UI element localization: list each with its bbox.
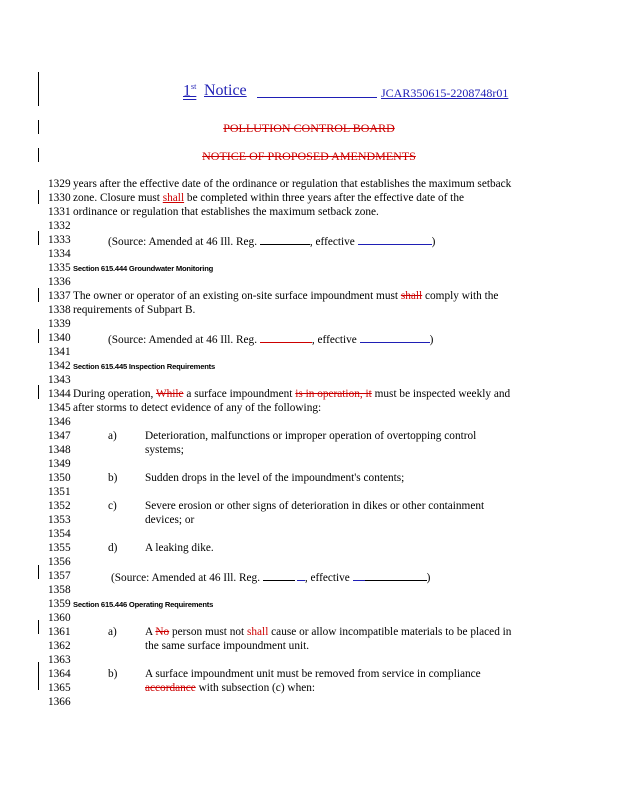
- body-text: ordinance or regulation that establishes the maximum setback zone.: [73, 206, 379, 218]
- body-text: A No person must not shall cause or allow incompatible materials to be placed in: [145, 626, 512, 638]
- body-text: Sudden drops in the level of the impoundment's contents;: [145, 472, 405, 484]
- deleted-text: While: [155, 388, 184, 400]
- source-note: (Source: Amended at 46 Ill. Reg. , effective ): [111, 572, 431, 584]
- line-number: 1335: [48, 262, 71, 274]
- body-text: During operation, While a surface impoundment is in operation, it must be inspected weekly and: [73, 388, 511, 400]
- notice-number: 1st: [183, 82, 197, 100]
- notice-header: [183, 82, 513, 104]
- body-text: Severe erosion or other signs of deterioration in dikes or other containment: [145, 500, 485, 512]
- blank-field: [260, 332, 312, 343]
- body-text: accordance with subsection (c) when:: [145, 682, 316, 694]
- line-number: 1364: [48, 668, 71, 680]
- line-number: 1337: [48, 290, 71, 302]
- line-number: 1362: [48, 640, 71, 652]
- blank-field: [360, 332, 430, 343]
- line-number: 1357: [48, 570, 71, 582]
- body-text: zone. Closure must shall be completed within three years after the effective date of the: [73, 192, 464, 204]
- line-number: 1356: [48, 556, 71, 568]
- change-bar: [38, 565, 39, 579]
- body-text: systems;: [145, 444, 184, 456]
- item-label: a): [108, 626, 117, 638]
- line-number: 1344: [48, 388, 71, 400]
- source-note: (Source: Amended at 46 Ill. Reg. , effective ): [108, 334, 434, 346]
- notice-label: Notice: [204, 82, 247, 99]
- inserted-text: shall: [162, 192, 185, 204]
- body-text: Deterioration, malfunctions or improper operation of overtopping control: [145, 430, 477, 442]
- line-number: 1336: [48, 276, 71, 288]
- line-number: 1333: [48, 234, 71, 246]
- document-id: JCAR350615-2208748r01: [381, 86, 509, 100]
- item-label: d): [108, 542, 118, 554]
- line-number: 1350: [48, 472, 71, 484]
- item-label: b): [108, 668, 118, 680]
- line-number: 1329: [48, 178, 71, 190]
- item-label: a): [108, 430, 117, 442]
- line-number: 1363: [48, 654, 71, 666]
- change-bar: [38, 329, 39, 343]
- section-heading: Section 615.445 Inspection Requirements: [73, 362, 216, 371]
- line-number: 1348: [48, 444, 71, 456]
- body-text: devices; or: [145, 514, 195, 526]
- deleted-text: is in operation, it: [295, 388, 372, 400]
- deleted-text: shall: [400, 290, 423, 302]
- blank-field: [260, 234, 310, 245]
- line-number: 1351: [48, 486, 71, 498]
- change-bar: [38, 385, 39, 399]
- source-note: (Source: Amended at 46 Ill. Reg. , effective ): [108, 236, 436, 248]
- change-bar: [38, 620, 39, 634]
- blank-field: [353, 570, 365, 581]
- line-number: 1349: [48, 458, 71, 470]
- line-number: 1345: [48, 402, 71, 414]
- item-label: c): [108, 500, 117, 512]
- line-number: 1358: [48, 584, 71, 596]
- deleted-text: shall: [247, 626, 269, 638]
- line-number: 1346: [48, 416, 71, 428]
- blank-field: [297, 570, 305, 581]
- line-number: 1342: [48, 360, 71, 372]
- line-number: 1361: [48, 626, 71, 638]
- line-number: 1338: [48, 304, 71, 316]
- change-bar: [38, 288, 39, 302]
- line-number: 1353: [48, 514, 71, 526]
- change-bar: [38, 190, 39, 204]
- blank-field: [358, 234, 432, 245]
- change-bar: [38, 662, 39, 690]
- board-title: POLLUTION CONTROL BOARD: [223, 121, 395, 135]
- line-number: 1354: [48, 528, 71, 540]
- line-number: 1332: [48, 220, 71, 232]
- header-rule: [257, 97, 377, 98]
- line-number: 1365: [48, 682, 71, 694]
- body-text: A leaking dike.: [145, 542, 214, 554]
- line-number: 1343: [48, 374, 71, 386]
- deleted-text: accordance: [145, 682, 196, 694]
- line-number: 1334: [48, 248, 71, 260]
- body-text: after storms to detect evidence of any of the following:: [73, 402, 322, 414]
- body-text: The owner or operator of an existing on-site surface impoundment must shall comply with the: [73, 290, 499, 302]
- line-number: 1330: [48, 192, 71, 204]
- line-number: 1359: [48, 598, 71, 610]
- line-number: 1366: [48, 696, 71, 708]
- body-text: the same surface impoundment unit.: [145, 640, 310, 652]
- line-number: 1355: [48, 542, 71, 554]
- line-number: 1341: [48, 346, 71, 358]
- blank-field: [263, 570, 295, 581]
- body-text: years after the effective date of the ordinance or regulation that establishes the maximum setback: [73, 178, 512, 190]
- deleted-text: No: [155, 626, 170, 638]
- item-label: b): [108, 472, 118, 484]
- blank-field: [365, 570, 427, 581]
- line-number: 1340: [48, 332, 71, 344]
- line-number: 1360: [48, 612, 71, 624]
- change-bar: [38, 231, 39, 245]
- body-text: A surface impoundment unit must be removed from service in compliance: [145, 668, 481, 680]
- notice-title: NOTICE OF PROPOSED AMENDMENTS: [202, 149, 416, 163]
- section-heading: Section 615.446 Operating Requirements: [73, 600, 214, 609]
- line-number: 1352: [48, 500, 71, 512]
- change-bar: [38, 72, 39, 106]
- line-number: 1331: [48, 206, 71, 218]
- section-heading: Section 615.444 Groundwater Monitoring: [73, 264, 214, 273]
- line-number: 1347: [48, 430, 71, 442]
- line-number: 1339: [48, 318, 71, 330]
- body-text: requirements of Subpart B.: [73, 304, 196, 316]
